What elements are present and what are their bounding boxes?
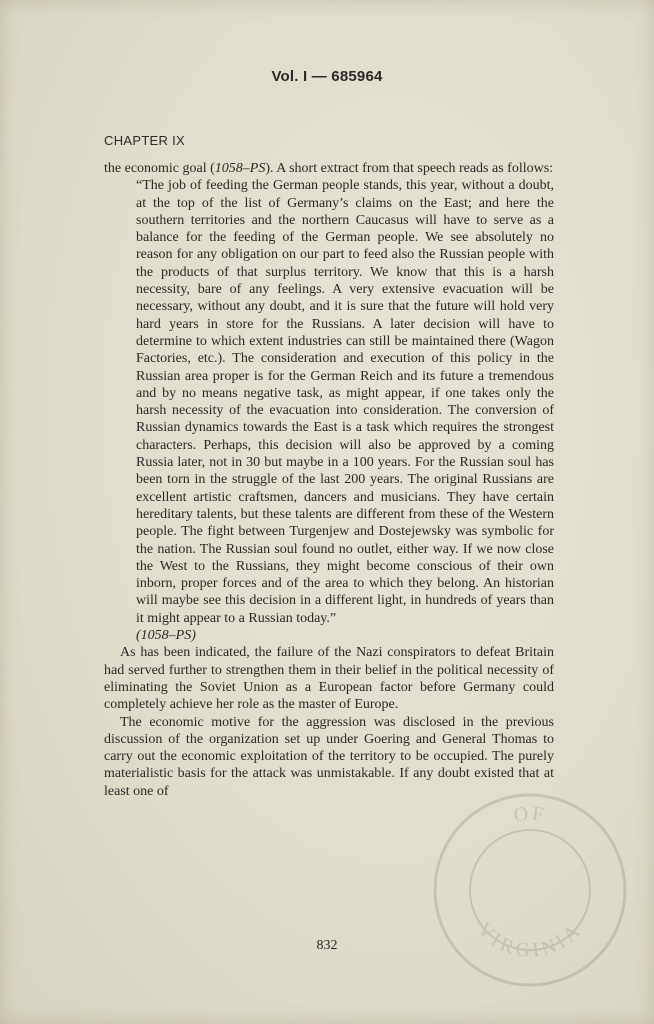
page-number: 832 bbox=[316, 938, 338, 953]
body-text bbox=[104, 160, 554, 800]
intro-text-b: ). A short extract from that speech reads as follows: bbox=[265, 161, 554, 176]
intro-paragraph bbox=[104, 160, 554, 177]
seal-text-top: OF bbox=[512, 802, 548, 827]
seal-inner-ring bbox=[470, 830, 590, 950]
paragraph: The economic motive for the aggression was disclosed in the previous discussion of the organization set up under Goering and General Thomas to carry out the economic exploitation of the territory to be occupied. The purely materialistic basis for the attack was unmistakable. If any doubt existed that at least one of bbox=[104, 714, 554, 799]
intro-citation: 1058–PS bbox=[214, 161, 266, 176]
running-header: Vol. I — 685964 bbox=[271, 68, 383, 85]
paragraph: As has been indicated, the failure of the Nazi conspirators to defeat Britain had served further to strengthen them in their belief in the political necessity of eliminating the Soviet Union as a European factor before Germany could completely achieve her role as the master of Europe. bbox=[104, 645, 554, 713]
quote-citation: (1058–PS) bbox=[136, 628, 196, 644]
speech-quote: “The job of feeding the German people stands, this year, without a doubt, at the top of the list of Germany’s claims on the East; and here the southern territories and the northern Caucasus will have to serve as a balance for the feeding of the German people. We see absolutely no reason for any obligation on our part to feed also the Russian people with the products of that surplus territory. We know that this is a harsh necessity, bare of any feelings. A very extensive evacuation will be necessary, without any doubt, and it is sure that the future will hold very hard years in store for the Russians. A later decision will have to determine to which extent industries can still be maintained there (Wagon Factories, etc.). The consideration and execution of this policy in the Russian area proper is for the German Reich and its future a tremendous and by no means negative task, as might appear, if one takes only the harsh necessity of the evacuation into consideration. The conversion of Russian dynamics towards the East is a task which requires the strongest characters. Perhaps, this decision will also be approved by a coming Russia later, not in 30 but maybe in a 100 years. For the Russian soul has been torn in the struggle of the last 200 years. The original Russians are excellent artistic craftsmen, dancers and musicians. They have certain hereditary talents, but these talents are different from these of the Western people. The fight between Turgenjew and Dostejewsky was symbolic for the nation. The Russian soul found no outlet, either way. If we now close the West to the Russians, they might become conscious of their own inborn, proper forces and of the area to which they belong. An historian will maybe see this decision in a different light, in hundreds of years than it might appear to a Russian today.” bbox=[136, 178, 554, 626]
seal-text-bottom: VIRGINIA bbox=[472, 918, 588, 963]
chapter-label: CHAPTER IX bbox=[104, 133, 186, 148]
seal-outer-ring bbox=[435, 795, 625, 985]
library-seal-stamp bbox=[430, 790, 630, 990]
intro-text-a: the economic goal ( bbox=[104, 161, 215, 176]
